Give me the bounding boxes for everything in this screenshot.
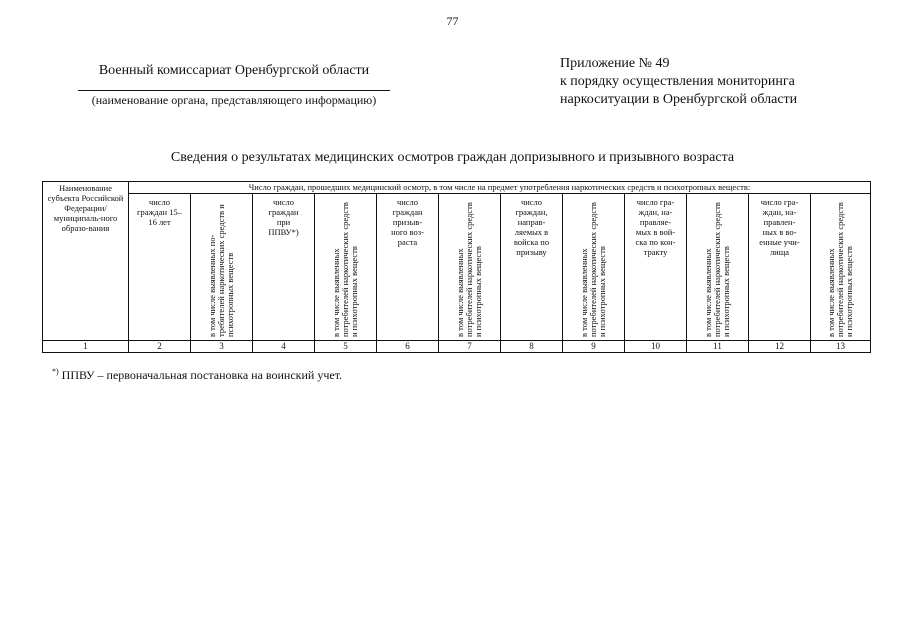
footnote-text: ППВУ – первоначальная постановка на воинский учет. <box>58 368 343 382</box>
header-col-13 <box>811 194 871 341</box>
footnote-mark: *) <box>52 367 59 376</box>
header-col-7 <box>439 194 501 341</box>
header-col-11 <box>687 194 749 341</box>
appendix-block <box>560 55 797 109</box>
header-col-9 <box>563 194 625 341</box>
header-col-5-label: в том числе выявленных потребителей наркотических средств и психотропных веществ <box>331 202 359 337</box>
header-col-3-label: в том числе выявленных по-требителей наркотических средств и психотропных веществ <box>207 204 235 337</box>
header-group: Число граждан, прошедших медицинский осмотр, в том числе на предмет употребления наркотических средств и психотропных веществ: <box>129 182 871 194</box>
header-col-3 <box>191 194 253 341</box>
header-col-13-label: в том числе выявленных потребителей наркотических средств и психотропных веществ <box>826 202 854 337</box>
column-number: 11 <box>687 341 749 353</box>
header-col-4 <box>253 194 315 341</box>
column-number: 1 <box>43 341 129 353</box>
header-col-2-label: число граждан 15–16 лет <box>137 197 182 227</box>
header-col-12 <box>749 194 811 341</box>
appendix-title: Приложение № 49 <box>560 56 670 71</box>
header-col-4-label: число граждан при ППВУ*) <box>268 197 299 237</box>
appendix-line-2: к порядку осуществления мониторинга <box>560 74 795 89</box>
organization-underline <box>78 90 390 91</box>
column-number: 4 <box>253 341 315 353</box>
header-col-11-label: в том числе выявленных потребителей наркотических средств и психотропных веществ <box>703 202 731 337</box>
column-number: 12 <box>749 341 811 353</box>
header-col-12-label: число гра-ждан, на-правлен-ных в во-енные учи-лища <box>759 197 800 257</box>
column-number: 10 <box>625 341 687 353</box>
header-col-9-label: в том числе выявленных потребителей наркотических средств и психотропных веществ <box>579 202 607 337</box>
column-number: 5 <box>315 341 377 353</box>
column-number: 3 <box>191 341 253 353</box>
column-number: 6 <box>377 341 439 353</box>
header-col-6-label: число граждан призыв-ного воз-раста <box>391 197 424 247</box>
header-col-6 <box>377 194 439 341</box>
organization-caption: (наименование органа, представляющего информацию) <box>91 93 377 107</box>
header-col-10 <box>625 194 687 341</box>
header-col-5 <box>315 194 377 341</box>
column-number: 8 <box>501 341 563 353</box>
header-col-7-label: в том числе выявленных потребителей наркотических средств и психотропных веществ <box>455 202 483 337</box>
column-number: 7 <box>439 341 501 353</box>
header-col-8-label: число граждан, направ-ляемых в войска по призыву <box>513 197 550 257</box>
header-col-2 <box>129 194 191 341</box>
header-col-8 <box>501 194 563 341</box>
report-table <box>42 181 871 353</box>
column-number: 2 <box>129 341 191 353</box>
header-region-name: Наименование субъекта Российской Федерации/ муниципаль-ного образо-вания <box>43 182 129 341</box>
document-title: Сведения о результатах медицинских осмотров граждан допризывного и призывного возраста <box>170 150 735 165</box>
appendix-line-3: наркоситуации в Оренбургской области <box>560 92 798 107</box>
column-number: 13 <box>811 341 871 353</box>
footnote <box>52 367 342 383</box>
page-number: 77 <box>446 14 459 28</box>
header-col-10-label: число гра-ждан, на-правляе-мых в вой-ска по кон-тракту <box>635 197 676 257</box>
organization-name: Военный комиссариат Оренбургской области <box>98 63 370 78</box>
column-number: 9 <box>563 341 625 353</box>
